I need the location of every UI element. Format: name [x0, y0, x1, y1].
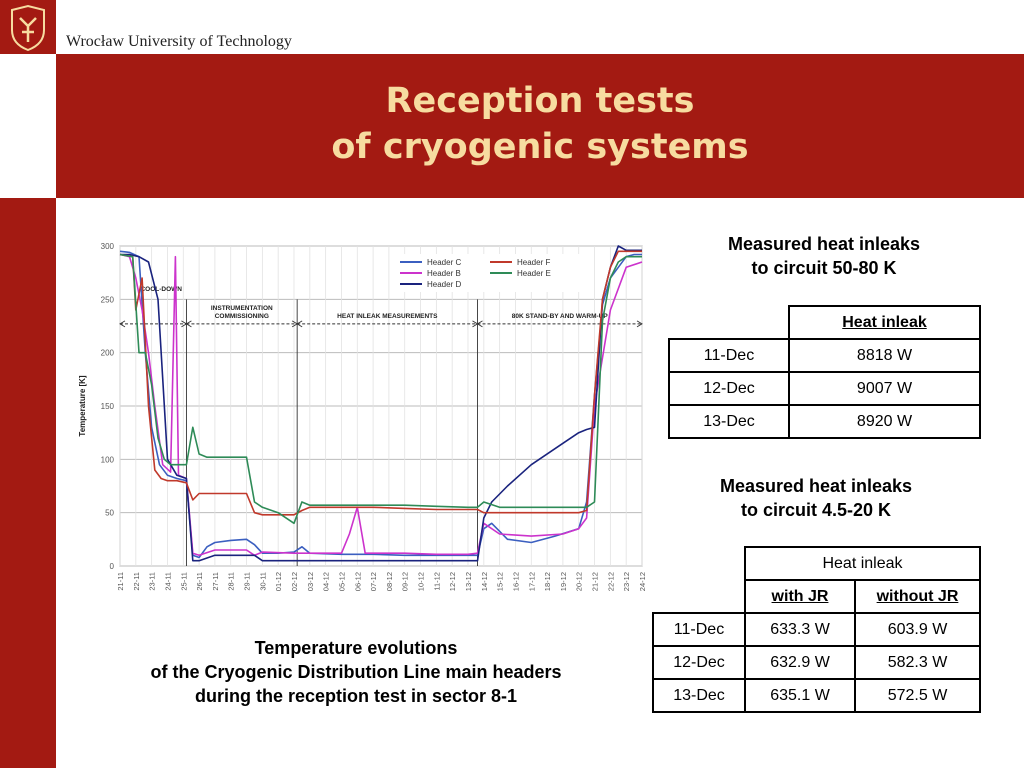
phase-label: HEAT INLEAK MEASUREMENTS: [337, 312, 438, 320]
x-tick-label: 13-12: [464, 572, 473, 592]
legend-entry: Header D: [427, 280, 462, 289]
x-tick-label: 27-11: [210, 572, 220, 591]
x-tick-label: 20-12: [574, 572, 584, 592]
temperature-chart: [76, 232, 648, 612]
x-tick-label: 07-12: [369, 572, 379, 592]
table-row: [669, 339, 980, 372]
eagle-icon: [0, 0, 56, 54]
x-tick-label: 22-12: [606, 572, 616, 592]
x-tick-label: 23-12: [622, 572, 632, 592]
table2-col-without-jr: without JR: [855, 580, 980, 613]
x-tick-label: 30-11: [258, 572, 268, 591]
table2-without-jr: 572.5 W: [855, 679, 980, 712]
table2-caption-line-2: to circuit 4.5-20 K: [740, 500, 892, 520]
y-axis-label: Temperature [K]: [78, 375, 87, 437]
chart-svg: [76, 232, 648, 612]
table1-value: 8818 W: [789, 339, 980, 372]
x-tick-label: 18-12: [543, 572, 553, 592]
table-row: [669, 306, 980, 339]
chart-caption: [96, 636, 616, 708]
x-tick-label: 28-11: [226, 572, 236, 591]
table1-date: 12-Dec: [669, 372, 789, 405]
x-tick-label: 15-12: [495, 572, 505, 592]
table2-caption: [656, 474, 976, 522]
table-row: [653, 547, 980, 580]
x-tick-label: 19-12: [558, 572, 568, 592]
university-name: Wrocław University of Technology: [66, 33, 292, 50]
table2-caption-line-1: Measured heat inleaks: [719, 476, 913, 496]
phase-label: COOL-DOWN: [140, 285, 182, 293]
x-tick-label: 03-12: [305, 572, 315, 592]
x-tick-label: 21-11: [116, 572, 125, 591]
legend-entry: Header F: [517, 258, 551, 267]
x-tick-label: 26-11: [195, 572, 205, 591]
left-decorative-strip: [0, 198, 56, 768]
y-tick-label: 250: [100, 295, 114, 305]
phase-label: COMMISSIONING: [214, 312, 269, 320]
table1-date: 11-Dec: [669, 339, 789, 372]
table1-date: 13-Dec: [669, 405, 789, 438]
table1-value: 8920 W: [789, 405, 980, 438]
x-tick-label: 16-12: [511, 572, 521, 592]
legend-entry: Header E: [517, 269, 551, 278]
x-tick-label: 14-12: [479, 572, 489, 592]
table2-with-jr: 633.3 W: [745, 613, 855, 646]
table2-with-jr: 632.9 W: [745, 646, 855, 679]
chart-caption-line-3: during the reception test in sector 8-1: [194, 686, 518, 706]
y-tick-label: 300: [100, 242, 114, 251]
table-heat-inleak-50-80k: [668, 305, 981, 439]
table-row: [669, 372, 980, 405]
table2-date: 11-Dec: [653, 613, 745, 646]
table-row: [653, 646, 980, 679]
table2-without-jr: 582.3 W: [855, 646, 980, 679]
x-tick-label: 17-12: [527, 572, 537, 592]
table1-caption-line-2: to circuit 50-80 K: [751, 258, 897, 278]
x-tick-label: 25-11: [179, 572, 189, 591]
x-tick-label: 05-12: [337, 572, 347, 592]
table1-caption: [664, 232, 984, 280]
x-tick-label: 08-12: [384, 572, 394, 592]
university-logo: [0, 0, 56, 54]
table2-col-with-jr: with JR: [745, 580, 855, 613]
table-row: [653, 580, 980, 613]
x-tick-label: 01-12: [274, 572, 284, 592]
table-heat-inleak-4-5-20k: [652, 546, 981, 713]
x-tick-label: 06-12: [353, 572, 363, 592]
table1-header: Heat inleak: [789, 306, 980, 339]
x-tick-label: 04-12: [321, 572, 331, 592]
x-tick-label: 24-12: [638, 572, 647, 592]
table2-with-jr: 635.1 W: [745, 679, 855, 712]
table2-without-jr: 603.9 W: [855, 613, 980, 646]
x-tick-label: 09-12: [400, 572, 410, 592]
title-line-2: of cryogenic systems: [331, 127, 749, 167]
y-tick-label: 200: [100, 348, 114, 358]
table1-value: 9007 W: [789, 372, 980, 405]
phase-label: 80K STAND-BY AND WARM-UP: [511, 312, 608, 320]
table2-header: Heat inleak: [745, 547, 980, 580]
phase-label: INSTRUMENTATION: [210, 304, 273, 312]
x-tick-label: 29-11: [242, 572, 252, 591]
table2-date: 13-Dec: [653, 679, 745, 712]
y-tick-label: 100: [100, 455, 114, 465]
x-tick-label: 10-12: [416, 572, 426, 592]
x-tick-label: 02-12: [290, 572, 299, 592]
title-line-1: Reception tests: [385, 81, 695, 121]
table2-date: 12-Dec: [653, 646, 745, 679]
table-row: [653, 613, 980, 646]
legend-entry: Header B: [427, 269, 461, 278]
y-tick-label: 0: [109, 562, 114, 571]
legend-entry: Header C: [427, 258, 462, 267]
slide-title: [56, 78, 1024, 170]
chart-caption-line-1: Temperature evolutions: [254, 638, 458, 658]
y-tick-label: 50: [105, 508, 114, 518]
table1-caption-line-1: Measured heat inleaks: [727, 234, 921, 254]
x-tick-label: 21-12: [590, 572, 600, 592]
chart-caption-line-2: of the Cryogenic Distribution Line main headers: [150, 662, 562, 682]
table-row: [653, 679, 980, 712]
x-tick-label: 22-11: [131, 572, 141, 591]
x-tick-label: 12-12: [448, 572, 458, 592]
x-tick-label: 23-11: [147, 572, 157, 591]
x-tick-label: 24-11: [163, 572, 173, 591]
x-tick-label: 11-12: [432, 572, 442, 591]
table-row: [669, 405, 980, 438]
y-tick-label: 150: [100, 402, 114, 411]
